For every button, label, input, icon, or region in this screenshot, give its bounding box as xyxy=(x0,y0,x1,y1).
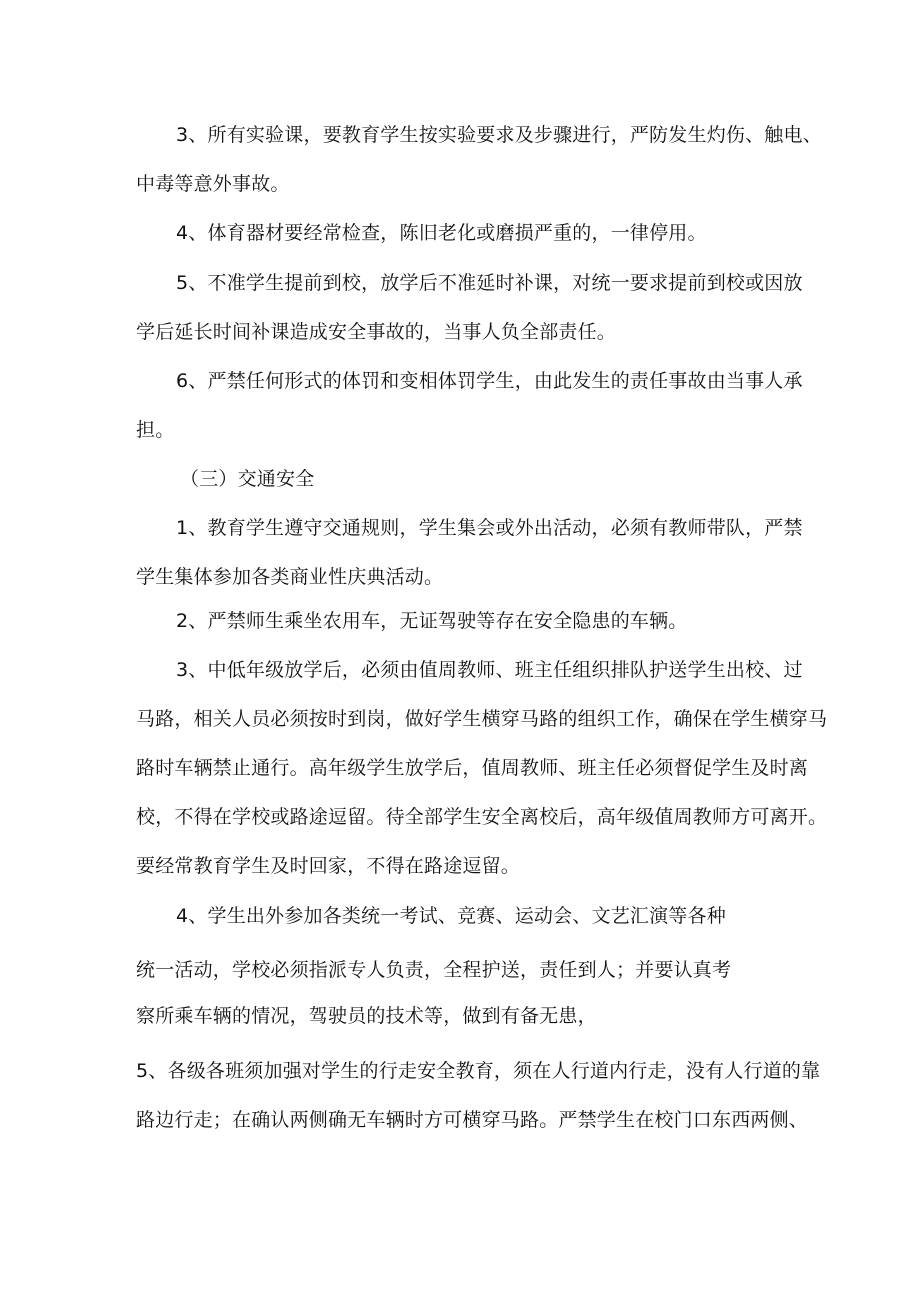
text-line: 统一活动，学校必须指派专人负责，全程护送，责任到人；并要认真考 xyxy=(136,959,732,981)
text-line: 学生集体参加各类商业性庆典活动。 xyxy=(136,566,444,588)
text-line: 3、中低年级放学后，必须由值周教师、班主任组织排队护送学生出校、过 xyxy=(176,659,803,681)
text-line: 察所乘车辆的情况，驾驶员的技术等，做到有备无患， xyxy=(136,1005,597,1027)
text-line: 路时车辆禁止通行。高年级学生放学后，值周教师、班主任必须督促学生及时离 xyxy=(136,757,809,779)
text-line: 4、学生出外参加各类统一考试、竞赛、运动会、文艺汇演等各种 xyxy=(176,905,726,927)
text-line: 学后延长时间补课造成安全事故的，当事人负全部责任。 xyxy=(136,321,617,343)
text-line: 要经常教育学生及时回家，不得在路途逗留。 xyxy=(136,855,521,877)
text-line: 3、所有实验课，要教育学生按实验要求及步骤进行，严防发生灼伤、触电、 xyxy=(176,124,822,146)
text-line: 2、严禁师生乘坐农用车，无证驾驶等存在安全隐患的车辆。 xyxy=(176,610,688,632)
text-line: 4、体育器材要经常检查，陈旧老化或磨损严重的，一律停用。 xyxy=(176,222,707,244)
text-line: 5、各级各班须加强对学生的行走安全教育，须在人行道内行走，没有人行道的靠 xyxy=(136,1060,821,1082)
text-line: 1、教育学生遵守交通规则，学生集会或外出活动，必须有教师带队，严禁 xyxy=(176,517,803,539)
text-line: 6、严禁任何形式的体罚和变相体罚学生，由此发生的责任事故由当事人承 xyxy=(176,370,803,392)
section-heading: （三）交通安全 xyxy=(180,468,315,490)
text-line: 担。 xyxy=(136,419,175,441)
text-line: 马路，相关人员必须按时到岗，做好学生横穿马路的组织工作，确保在学生横穿马 xyxy=(136,708,828,730)
text-line: 校，不得在学校或路途逗留。待全部学生安全离校后，高年级值周教师方可离开。 xyxy=(136,806,828,828)
text-line: 5、不准学生提前到校，放学后不准延时补课，对统一要求提前到校或因放 xyxy=(176,272,803,294)
text-line: 路边行走；在确认两侧确无车辆时方可横穿马路。严禁学生在校门口东西两侧、 xyxy=(136,1109,809,1131)
text-line: 中毒等意外事故。 xyxy=(136,173,290,195)
